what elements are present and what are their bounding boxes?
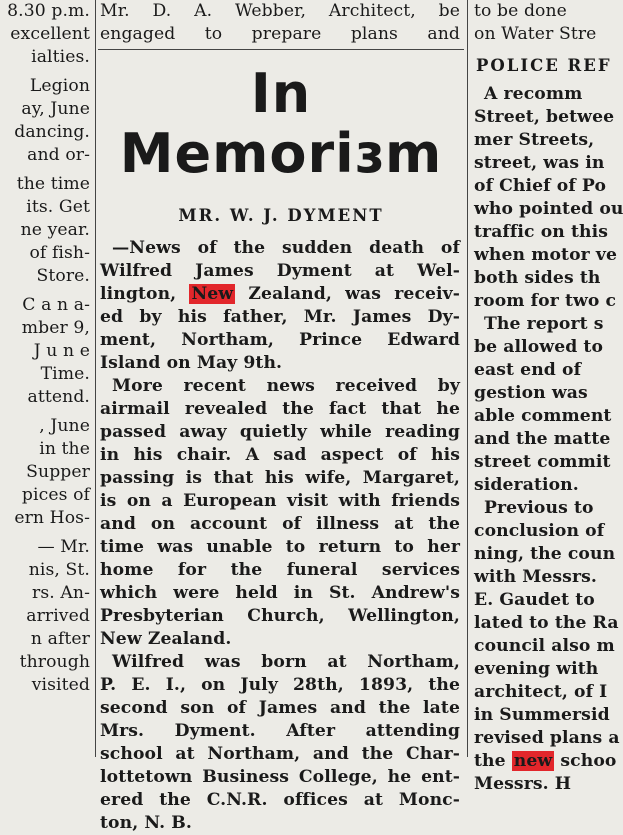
police-line: Street, betwee xyxy=(474,107,615,127)
left-text-line: 8.30 p.m. xyxy=(7,1,90,21)
article-line: P. E. I., on July 28th, 1893, the xyxy=(100,675,460,695)
article-line: Wilfred James Dyment at Wel- xyxy=(100,261,460,281)
police-line: room for two c xyxy=(474,291,617,311)
article-line: is on a European visit with friends xyxy=(100,491,460,511)
article-line: More recent news received by xyxy=(112,376,460,396)
article-line: time was unable to return to her xyxy=(100,537,460,557)
previous-article-line: Mr. D. A. Webber, Architect, be xyxy=(100,1,460,21)
police-line: council also m xyxy=(474,636,615,656)
left-text-line: attend. xyxy=(27,387,90,407)
left-text-line: ay, June xyxy=(21,99,90,119)
article-line: Presbyterian Church, Wellington, xyxy=(100,606,460,626)
article-line: Wilfred was born at Northam, xyxy=(112,652,460,672)
article-line: ered the C.N.R. offices at Monc- xyxy=(100,790,460,810)
police-line: traffic on this xyxy=(474,222,608,242)
article-title: In Memoriɜm xyxy=(119,62,443,185)
highlighted-word: new xyxy=(513,751,553,771)
article-line: Island on May 9th. xyxy=(100,353,283,373)
left-text-line: Supper xyxy=(26,462,90,482)
left-text-line: dancing. xyxy=(14,122,90,142)
highlighted-word: New xyxy=(191,284,234,304)
article-line: school at Northam, and the Char- xyxy=(100,744,460,764)
left-text-line: ialties. xyxy=(31,47,90,67)
left-text-line: Store. xyxy=(36,266,90,286)
police-paragraph-2 xyxy=(470,313,615,497)
police-line: east end of xyxy=(474,360,582,380)
article-line: lington, New Zealand, was receiv- xyxy=(100,284,461,304)
left-text-line: excellent xyxy=(10,24,90,44)
police-line: architect, of I xyxy=(474,682,608,702)
left-text-line: in the xyxy=(39,439,90,459)
police-line: street commit xyxy=(474,452,611,472)
police-line: and the matte xyxy=(474,429,611,449)
left-text-line: the time xyxy=(16,174,90,194)
left-text-line: rs. An- xyxy=(32,583,90,603)
previous-article-line: engaged to prepare plans and xyxy=(100,24,460,44)
article-line: and on account of illness at the xyxy=(100,514,460,534)
article-line: ton, N. B. xyxy=(100,813,192,833)
police-line: able comment xyxy=(474,406,612,426)
article-line: lottetown Business College, he ent- xyxy=(100,767,460,787)
left-text-line: through xyxy=(19,652,90,672)
police-line: who pointed ou xyxy=(474,199,623,219)
police-line: mer Streets, xyxy=(474,130,595,150)
right-top-line: to be done xyxy=(474,1,567,21)
left-text-line: pices of xyxy=(21,485,90,505)
article-line: home for the funeral services xyxy=(100,560,460,580)
article-byline: MR. W. J. DYMENT xyxy=(178,206,384,225)
left-text-line: — Mr. xyxy=(37,537,90,557)
left-text-line: C a n a- xyxy=(22,295,90,315)
article-line: ed by his father, Mr. James Dy- xyxy=(100,307,460,327)
left-text-line: its. Get xyxy=(26,197,90,217)
police-line: street, was in xyxy=(474,153,605,173)
police-line: Messrs. H xyxy=(474,774,572,794)
police-line: Previous to xyxy=(484,498,594,518)
article-line: which were held in St. Andrew's xyxy=(100,583,460,603)
police-line: conclusion of xyxy=(474,521,605,541)
police-line: revised plans a xyxy=(474,728,620,748)
left-text-line: nis, St. xyxy=(28,560,90,580)
police-line: with Messrs. xyxy=(474,567,597,587)
left-column xyxy=(0,0,92,757)
right-column xyxy=(470,0,623,794)
police-line: when motor ve xyxy=(474,245,618,265)
article-paragraph-1 xyxy=(98,237,464,375)
police-line: of Chief of Po xyxy=(474,176,607,196)
article-line: second son of James and the late xyxy=(100,698,460,718)
article-line: airmail revealed the fact that he xyxy=(100,399,460,419)
police-report-heading: POLICE REF xyxy=(476,56,612,75)
article-paragraph-2 xyxy=(98,375,464,651)
left-text-line: J u n e xyxy=(33,341,90,361)
right-top-line: on Water Stre xyxy=(474,24,597,44)
left-text-line: Legion xyxy=(29,76,90,96)
police-paragraph-3 xyxy=(470,497,620,796)
police-line: ning, the coun xyxy=(474,544,616,564)
police-line: in Summersid xyxy=(474,705,610,725)
police-line: the new schoo xyxy=(474,751,617,771)
article-line: New Zealand. xyxy=(100,629,232,649)
left-text-line: ne year. xyxy=(20,220,90,240)
police-line: both sides th xyxy=(474,268,601,288)
article-line: passing is that his wife, Margaret, xyxy=(100,468,460,488)
article-line: in his chair. A sad aspect of his xyxy=(100,445,460,465)
article-line: ment, Northam, Prince Edward xyxy=(100,330,460,350)
left-text-line: of fish- xyxy=(29,243,90,263)
police-line: be allowed to xyxy=(474,337,604,357)
article-line: passed away quietly while reading xyxy=(100,422,460,442)
left-text-line: and or- xyxy=(27,145,90,165)
left-text-line: ern Hos- xyxy=(14,508,90,528)
article-paragraph-3 xyxy=(98,651,464,835)
police-line: E. Gaudet to xyxy=(474,590,595,610)
police-line: gestion was xyxy=(474,383,588,403)
article-line: Mrs. Dyment. After attending xyxy=(100,721,460,741)
left-text-line: mber 9, xyxy=(21,318,90,338)
police-line: The report s xyxy=(484,314,604,334)
previous-article-tail xyxy=(98,0,464,46)
police-line: lated to the Ra xyxy=(474,613,619,633)
police-line: sideration. xyxy=(474,475,579,495)
column-rule-right xyxy=(467,0,468,757)
left-text-line: Time. xyxy=(40,364,90,384)
left-text-line: , June xyxy=(39,416,90,436)
left-text-line: arrived xyxy=(26,606,90,626)
middle-column xyxy=(98,0,464,833)
police-line: evening with xyxy=(474,659,599,679)
right-column-tail xyxy=(470,0,615,46)
left-text-line: n after xyxy=(30,629,90,649)
article-line: —News of the sudden death of xyxy=(112,238,460,258)
column-rule-left xyxy=(95,0,96,757)
police-line: A recomm xyxy=(484,84,583,104)
police-paragraph-1 xyxy=(470,83,623,313)
left-text-line: visited xyxy=(31,675,90,695)
